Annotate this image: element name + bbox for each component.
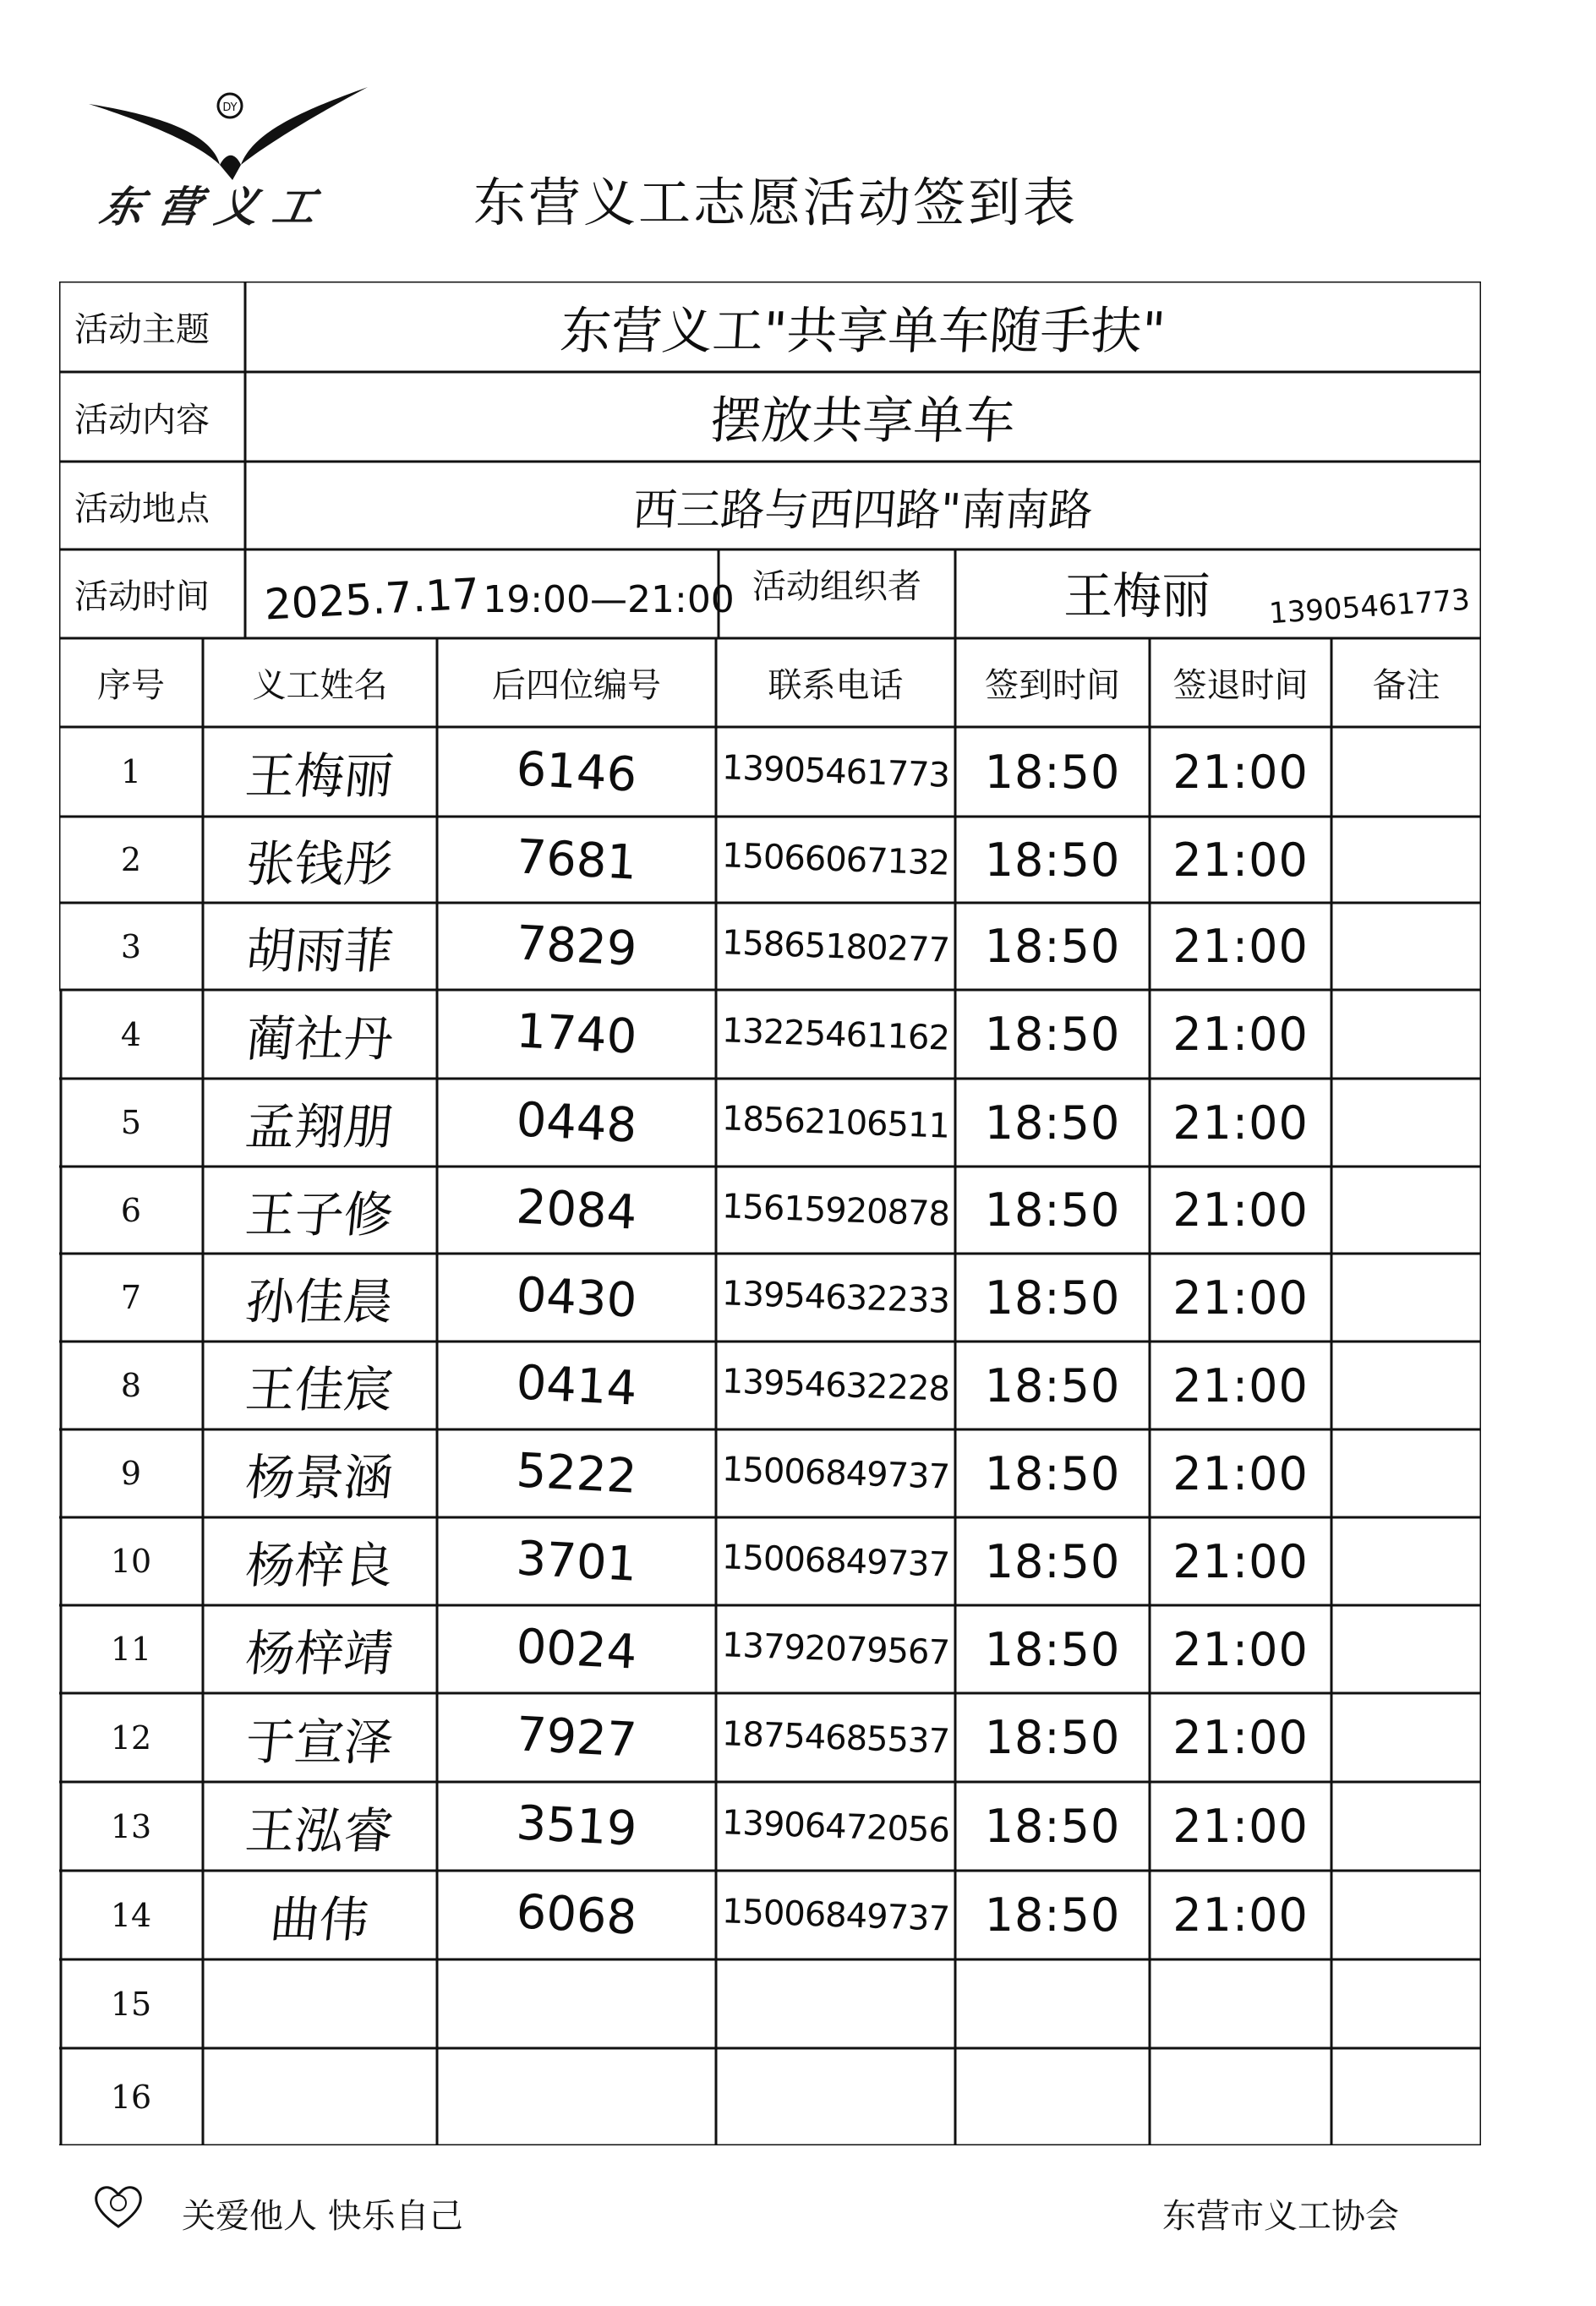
sign-out-time: 21:00 bbox=[1172, 1800, 1309, 1853]
content-value: 摆放共享单车 bbox=[708, 391, 1018, 451]
row-number: 7 bbox=[120, 1279, 142, 1316]
volunteer-code: 7829 bbox=[515, 915, 638, 977]
time-label: 活动时间 bbox=[74, 577, 210, 616]
sign-in-time: 18:50 bbox=[984, 1888, 1121, 1942]
volunteer-name: 王子修 bbox=[243, 1185, 396, 1243]
sign-in-time: 18:50 bbox=[984, 1096, 1121, 1150]
volunteer-code: 3519 bbox=[515, 1795, 638, 1857]
col-header-sign-in: 签到时间 bbox=[985, 666, 1120, 705]
volunteer-code: 0024 bbox=[515, 1618, 638, 1680]
row-number: 13 bbox=[110, 1807, 152, 1845]
sign-out-time: 21:00 bbox=[1172, 1270, 1309, 1325]
col-header-code: 后四位编号 bbox=[492, 666, 661, 705]
row-number: 1 bbox=[120, 753, 142, 790]
volunteer-name: 王梅丽 bbox=[243, 747, 396, 805]
theme-value: 东营义工"共享单车随手扶" bbox=[558, 301, 1167, 361]
row-number: 2 bbox=[120, 841, 142, 878]
volunteer-name bbox=[198, 1959, 441, 2048]
volunteer-code bbox=[435, 2041, 719, 2152]
volunteer-name: 蔺社丹 bbox=[243, 1009, 396, 1068]
sign-in-time: 18:50 bbox=[984, 1358, 1121, 1413]
sign-in-time bbox=[955, 2048, 1150, 2145]
volunteer-name: 孟翔朋 bbox=[243, 1098, 396, 1156]
volunteer-phone: 13225461162 bbox=[721, 1010, 950, 1058]
organizer-phone: 13905461773 bbox=[1267, 582, 1472, 631]
row-number: 10 bbox=[110, 1543, 152, 1580]
volunteer-phone: 13792079567 bbox=[721, 1626, 950, 1673]
volunteer-name: 杨梓靖 bbox=[243, 1625, 396, 1682]
footer-org: 东营市义工协会 bbox=[1162, 2197, 1399, 2236]
row-number: 11 bbox=[110, 1631, 152, 1668]
volunteer-phone: 13954632228 bbox=[721, 1362, 950, 1409]
sign-in-time: 18:50 bbox=[984, 1008, 1121, 1061]
time-range: 19:00—21:00 bbox=[483, 577, 735, 621]
col-header-name: 义工姓名 bbox=[252, 666, 388, 705]
row-number: 5 bbox=[120, 1104, 142, 1141]
sign-out-time: 21:00 bbox=[1172, 833, 1309, 887]
volunteer-phone: 13905461773 bbox=[721, 748, 950, 795]
logo-text: 东营义工 bbox=[96, 182, 336, 232]
sign-out-time: 21:00 bbox=[1172, 1711, 1309, 1764]
volunteer-name: 孙佳晨 bbox=[243, 1273, 396, 1331]
volunteer-code: 7927 bbox=[515, 1707, 638, 1768]
sign-out-time: 21:00 bbox=[1172, 1183, 1309, 1237]
volunteer-code: 3701 bbox=[515, 1530, 638, 1593]
volunteer-phone: 15615920878 bbox=[721, 1186, 950, 1234]
volunteer-name: 杨景涵 bbox=[243, 1449, 396, 1506]
col-header-remark: 备注 bbox=[1372, 666, 1440, 705]
volunteer-code: 0414 bbox=[515, 1354, 638, 1417]
place-label: 活动地点 bbox=[74, 489, 210, 528]
sign-in-time: 18:50 bbox=[984, 745, 1121, 799]
row-number: 6 bbox=[120, 1191, 142, 1229]
volunteer-code: 6146 bbox=[515, 740, 638, 803]
volunteer-name: 王佳宸 bbox=[243, 1361, 396, 1418]
col-header-no: 序号 bbox=[97, 666, 165, 705]
sign-in-time bbox=[955, 1959, 1150, 2048]
volunteer-name: 张钱彤 bbox=[243, 835, 396, 893]
organizer-label: 活动组织者 bbox=[752, 566, 921, 606]
sign-in-time: 18:50 bbox=[984, 1800, 1121, 1853]
organizer-name: 王梅丽 bbox=[1063, 567, 1211, 625]
sign-out-time bbox=[1150, 2048, 1331, 2145]
sign-out-time bbox=[1150, 1959, 1331, 2048]
volunteer-name: 王泓睿 bbox=[243, 1801, 396, 1860]
col-header-phone: 联系电话 bbox=[768, 666, 904, 705]
volunteer-phone: 18562106511 bbox=[721, 1099, 950, 1146]
volunteer-phone: 15006849737 bbox=[721, 1538, 950, 1585]
row-number: 16 bbox=[110, 2078, 152, 2116]
row-number: 12 bbox=[110, 1719, 152, 1757]
sign-in-time: 18:50 bbox=[984, 833, 1121, 887]
sign-in-time: 18:50 bbox=[984, 1622, 1121, 1676]
signin-form bbox=[59, 281, 1481, 2145]
footer-slogan: 关爱他人 快乐自己 bbox=[182, 2197, 463, 2236]
row-number: 8 bbox=[120, 1367, 142, 1404]
volunteer-code: 1740 bbox=[515, 1003, 638, 1065]
sign-in-time: 18:50 bbox=[984, 920, 1121, 973]
row-number: 3 bbox=[120, 927, 142, 965]
volunteer-code: 6068 bbox=[515, 1884, 638, 1946]
volunteer-name: 于宣泽 bbox=[243, 1713, 396, 1771]
sign-in-time: 18:50 bbox=[984, 1183, 1121, 1237]
theme-label: 活动主题 bbox=[74, 310, 210, 349]
sign-out-time: 21:00 bbox=[1172, 1534, 1309, 1588]
volunteer-code: 7681 bbox=[515, 828, 638, 891]
sign-out-time: 21:00 bbox=[1172, 920, 1309, 973]
volunteer-name: 曲伟 bbox=[267, 1890, 372, 1948]
row-number: 14 bbox=[110, 1896, 152, 1934]
sign-in-time: 18:50 bbox=[984, 1270, 1121, 1325]
svg-text:DY: DY bbox=[222, 101, 238, 114]
sign-out-time: 21:00 bbox=[1172, 1096, 1309, 1150]
sign-out-time: 21:00 bbox=[1172, 1888, 1309, 1942]
volunteer-phone: 13906472056 bbox=[721, 1802, 950, 1850]
volunteer-code: 5222 bbox=[515, 1442, 638, 1505]
row-number: 15 bbox=[110, 1985, 152, 2023]
volunteer-phone: 15865180277 bbox=[721, 922, 950, 970]
sign-out-time: 21:00 bbox=[1172, 1622, 1309, 1676]
sign-in-time: 18:50 bbox=[984, 1711, 1121, 1764]
row-number: 9 bbox=[120, 1455, 142, 1492]
volunteer-code bbox=[435, 1952, 718, 2055]
col-header-sign-out: 签退时间 bbox=[1172, 666, 1309, 705]
sign-out-time: 21:00 bbox=[1172, 1446, 1309, 1500]
volunteer-phone: 15066067132 bbox=[721, 836, 950, 883]
volunteer-phone bbox=[714, 1955, 956, 2052]
bird-logo-icon bbox=[85, 80, 372, 182]
volunteer-phone: 18754685537 bbox=[721, 1713, 950, 1762]
row-number: 4 bbox=[120, 1015, 142, 1053]
page-title: 东营义工志愿活动签到表 bbox=[473, 172, 1079, 233]
volunteer-phone: 15006849737 bbox=[721, 1450, 950, 1497]
sign-out-time: 21:00 bbox=[1172, 745, 1309, 799]
sign-in-time: 18:50 bbox=[984, 1534, 1121, 1588]
volunteer-name bbox=[198, 2048, 442, 2145]
time-date: 2025.7.17 bbox=[263, 569, 481, 630]
sign-out-time: 21:00 bbox=[1172, 1008, 1309, 1061]
volunteer-name: 胡雨菲 bbox=[243, 921, 396, 980]
volunteer-phone: 13954632233 bbox=[721, 1274, 950, 1321]
volunteer-phone bbox=[714, 2044, 957, 2150]
place-value: 西三路与西四路"南南路 bbox=[631, 484, 1095, 536]
volunteer-code: 2084 bbox=[515, 1179, 638, 1241]
content-label: 活动内容 bbox=[74, 400, 210, 440]
volunteer-name: 杨梓良 bbox=[243, 1537, 396, 1594]
sign-out-time: 21:00 bbox=[1172, 1358, 1309, 1413]
volunteer-phone: 15006849737 bbox=[721, 1891, 950, 1939]
heart-logo-icon bbox=[93, 2183, 144, 2230]
sign-in-time: 18:50 bbox=[984, 1446, 1121, 1500]
volunteer-code: 0430 bbox=[515, 1266, 638, 1329]
volunteer-code: 0448 bbox=[515, 1091, 638, 1154]
